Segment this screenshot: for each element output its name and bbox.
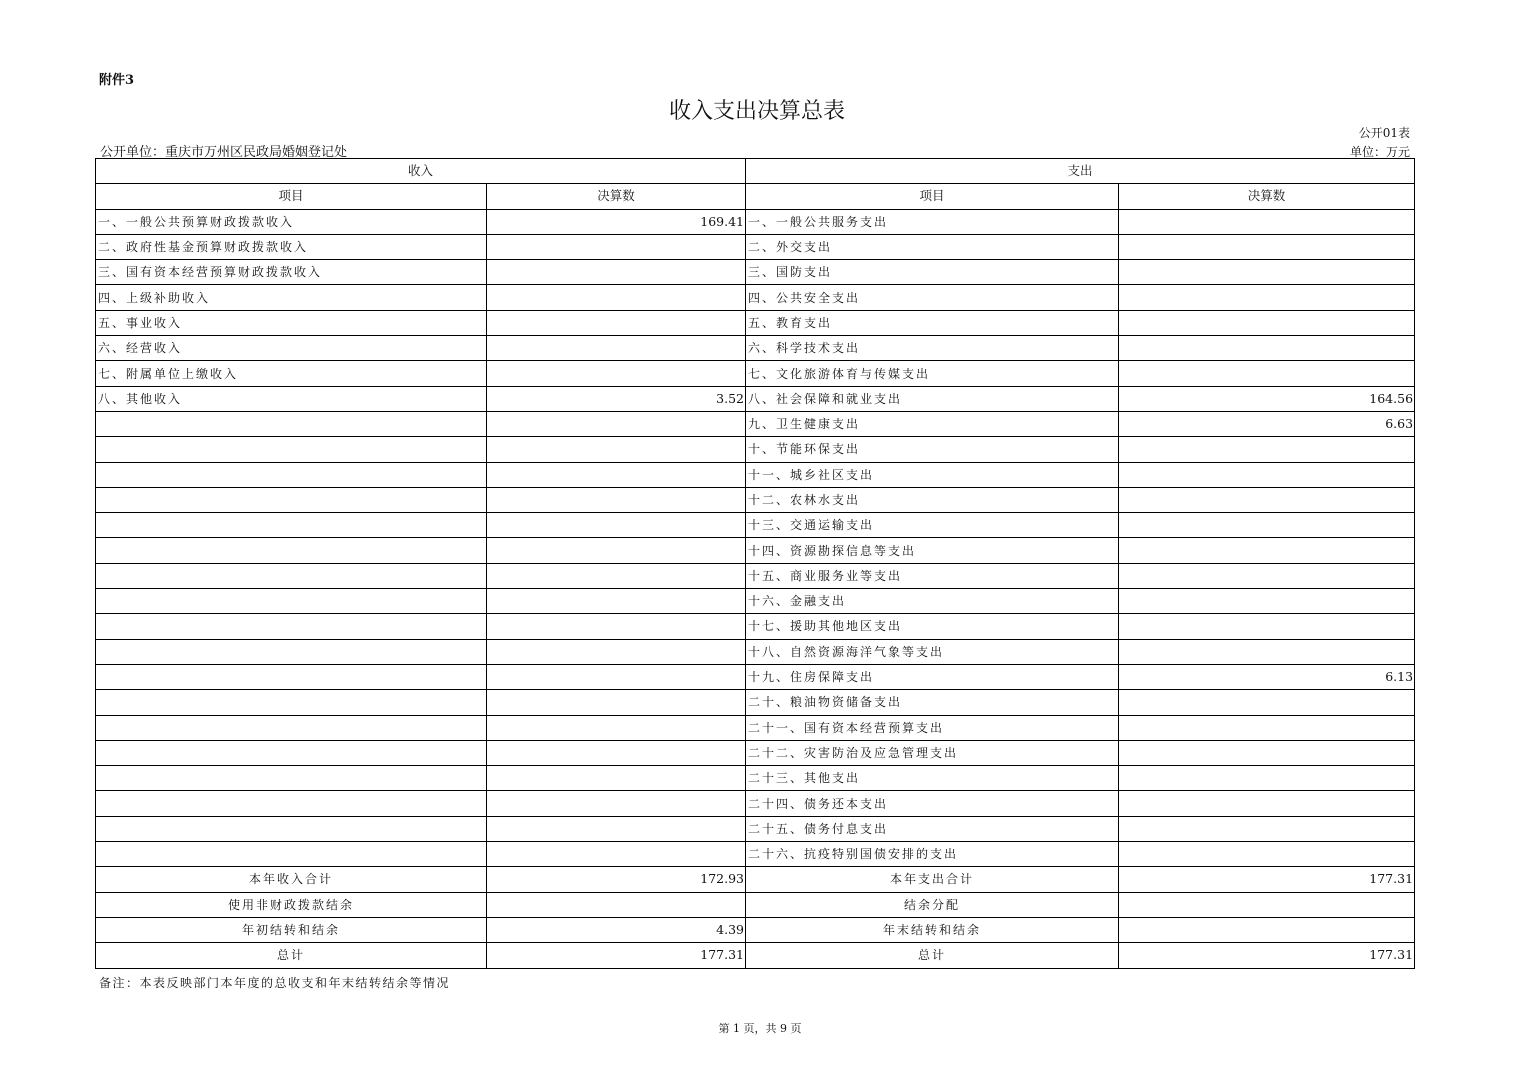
income-amount-cell [487, 285, 746, 310]
expense-item-cell: 四、公共安全支出 [746, 285, 1119, 310]
table-row [96, 842, 1415, 867]
expense-item-cell: 九、卫生健康支出 [746, 411, 1119, 436]
income-item-cell [96, 462, 487, 487]
summary-row [96, 917, 1415, 942]
income-amount-cell: 172.93 [487, 867, 746, 892]
table-row [96, 715, 1415, 740]
expense-amount-cell [1119, 715, 1415, 740]
income-amount-cell [487, 589, 746, 614]
income-item-cell: 总计 [96, 943, 487, 968]
expense-amount-cell [1119, 563, 1415, 588]
form-number: 公开01表 [1358, 126, 1410, 140]
expense-item-cell: 十九、住房保障支出 [746, 664, 1119, 689]
expense-item-cell: 五、教育支出 [746, 310, 1119, 335]
income-amount-cell [487, 310, 746, 335]
income-item-cell: 一、一般公共预算财政拨款收入 [96, 209, 487, 234]
expense-amount-cell [1119, 310, 1415, 335]
income-item-cell [96, 437, 487, 462]
expense-amount-cell: 164.56 [1119, 386, 1415, 411]
table-row [96, 336, 1415, 361]
expense-amount-cell [1119, 487, 1415, 512]
table-row [96, 791, 1415, 816]
expense-item-cell: 十四、资源勘探信息等支出 [746, 538, 1119, 563]
income-amount-cell [487, 437, 746, 462]
income-item-cell: 八、其他收入 [96, 386, 487, 411]
income-item-cell: 使用非财政拨款结余 [96, 892, 487, 917]
income-item-cell [96, 589, 487, 614]
expense-amount-cell [1119, 209, 1415, 234]
attachment-label: 附件3 [99, 73, 135, 88]
expense-item-cell: 结余分配 [746, 892, 1119, 917]
table-row [96, 589, 1415, 614]
expense-amount-cell [1119, 462, 1415, 487]
expense-item-cell: 一、一般公共服务支出 [746, 209, 1119, 234]
expense-amount-cell [1119, 361, 1415, 386]
table-row [96, 664, 1415, 689]
income-amount-cell [487, 639, 746, 664]
expense-amount-cell [1119, 690, 1415, 715]
income-amount-cell [487, 487, 746, 512]
summary-row [96, 892, 1415, 917]
expense-item-cell: 十三、交通运输支出 [746, 513, 1119, 538]
expense-amount-cell [1119, 513, 1415, 538]
expense-item-cell: 十七、援助其他地区支出 [746, 614, 1119, 639]
table-note: 备注：本表反映部门本年度的总收支和年末结转结余等情况 [99, 976, 451, 990]
expense-item-header: 项目 [746, 184, 1119, 209]
expense-item-cell: 总计 [746, 943, 1119, 968]
income-amount-cell [487, 411, 746, 436]
income-amount-cell: 177.31 [487, 943, 746, 968]
expense-amount-cell [1119, 336, 1415, 361]
income-amount-cell: 169.41 [487, 209, 746, 234]
income-amount-cell [487, 234, 746, 259]
income-amount-cell [487, 740, 746, 765]
income-item-cell [96, 690, 487, 715]
expense-amount-cell: 6.63 [1119, 411, 1415, 436]
table-row [96, 437, 1415, 462]
expense-group-header: 支出 [746, 159, 1415, 184]
table-row [96, 740, 1415, 765]
page-title: 收入支出决算总表 [668, 99, 845, 124]
expense-item-cell: 二十二、灾害防治及应急管理支出 [746, 740, 1119, 765]
table-row [96, 361, 1415, 386]
income-item-cell [96, 842, 487, 867]
page-footer: 第 1 页，共 9 页 [718, 1022, 802, 1035]
table-row [96, 234, 1415, 259]
expense-amount-cell [1119, 614, 1415, 639]
income-item-cell: 三、国有资本经营预算财政拨款收入 [96, 260, 487, 285]
income-item-cell: 七、附属单位上缴收入 [96, 361, 487, 386]
expense-item-cell: 二十五、债务付息支出 [746, 816, 1119, 841]
income-item-cell: 年初结转和结余 [96, 917, 487, 942]
income-item-cell [96, 487, 487, 512]
income-amount-cell: 4.39 [487, 917, 746, 942]
expense-amount-cell [1119, 260, 1415, 285]
expense-item-cell: 二、外交支出 [746, 234, 1119, 259]
income-amount-header: 决算数 [487, 184, 746, 209]
summary-row [96, 943, 1415, 968]
table-row [96, 386, 1415, 411]
expense-amount-cell: 177.31 [1119, 943, 1415, 968]
income-amount-cell [487, 715, 746, 740]
income-item-cell: 四、上级补助收入 [96, 285, 487, 310]
expense-item-cell: 二十六、抗疫特别国债安排的支出 [746, 842, 1119, 867]
expense-item-cell: 十一、城乡社区支出 [746, 462, 1119, 487]
table-row [96, 462, 1415, 487]
income-amount-cell [487, 260, 746, 285]
income-amount-cell [487, 690, 746, 715]
expense-item-cell: 十六、金融支出 [746, 589, 1119, 614]
expense-item-cell: 十二、农林水支出 [746, 487, 1119, 512]
expense-item-cell: 二十一、国有资本经营预算支出 [746, 715, 1119, 740]
table-row [96, 285, 1415, 310]
summary-row [96, 867, 1415, 892]
table-row [96, 766, 1415, 791]
table-row [96, 209, 1415, 234]
table-row [96, 513, 1415, 538]
income-amount-cell [487, 336, 746, 361]
expense-item-cell: 三、国防支出 [746, 260, 1119, 285]
expense-item-cell: 八、社会保障和就业支出 [746, 386, 1119, 411]
table-row [96, 690, 1415, 715]
income-item-cell: 五、事业收入 [96, 310, 487, 335]
table-row [96, 639, 1415, 664]
expense-amount-cell [1119, 437, 1415, 462]
income-item-cell: 二、政府性基金预算财政拨款收入 [96, 234, 487, 259]
table-row [96, 614, 1415, 639]
expense-amount-cell [1119, 766, 1415, 791]
expense-amount-cell [1119, 842, 1415, 867]
table-row [96, 538, 1415, 563]
expense-amount-cell [1119, 791, 1415, 816]
income-item-cell [96, 563, 487, 588]
expense-item-cell: 十、节能环保支出 [746, 437, 1119, 462]
income-item-cell [96, 411, 487, 436]
income-amount-cell [487, 361, 746, 386]
income-amount-cell [487, 563, 746, 588]
expense-amount-cell: 177.31 [1119, 867, 1415, 892]
table-row [96, 260, 1415, 285]
income-item-cell [96, 614, 487, 639]
table-row [96, 411, 1415, 436]
expense-amount-header: 决算数 [1119, 184, 1415, 209]
income-item-cell [96, 740, 487, 765]
income-amount-cell: 3.52 [487, 386, 746, 411]
table-row [96, 487, 1415, 512]
expense-amount-cell [1119, 816, 1415, 841]
income-amount-cell [487, 842, 746, 867]
income-amount-cell [487, 816, 746, 841]
income-item-cell [96, 538, 487, 563]
income-amount-cell [487, 513, 746, 538]
income-group-header: 收入 [96, 159, 746, 184]
expense-item-cell: 六、科学技术支出 [746, 336, 1119, 361]
income-amount-cell [487, 766, 746, 791]
expense-amount-cell [1119, 234, 1415, 259]
table-row [96, 310, 1415, 335]
expense-item-cell: 十八、自然资源海洋气象等支出 [746, 639, 1119, 664]
expense-item-cell: 十五、商业服务业等支出 [746, 563, 1119, 588]
income-amount-cell [487, 614, 746, 639]
income-amount-cell [487, 791, 746, 816]
income-item-cell [96, 664, 487, 689]
expense-item-cell: 年末结转和结余 [746, 917, 1119, 942]
income-item-header: 项目 [96, 184, 487, 209]
income-item-cell [96, 766, 487, 791]
income-item-cell [96, 513, 487, 538]
reporting-unit: 公开单位：重庆市万州区民政局婚姻登记处 [100, 145, 348, 160]
income-item-cell [96, 816, 487, 841]
expense-amount-cell [1119, 639, 1415, 664]
income-amount-cell [487, 664, 746, 689]
expense-item-cell: 二十三、其他支出 [746, 766, 1119, 791]
expense-item-cell: 二十四、债务还本支出 [746, 791, 1119, 816]
table-row [96, 816, 1415, 841]
income-item-cell [96, 791, 487, 816]
expense-item-cell: 二十、粮油物资储备支出 [746, 690, 1119, 715]
expense-amount-cell [1119, 538, 1415, 563]
expense-amount-cell: 6.13 [1119, 664, 1415, 689]
column-header-row [96, 184, 1415, 209]
expense-amount-cell [1119, 589, 1415, 614]
expense-amount-cell [1119, 917, 1415, 942]
income-amount-cell [487, 892, 746, 917]
income-item-cell: 本年收入合计 [96, 867, 487, 892]
income-item-cell [96, 639, 487, 664]
expense-amount-cell [1119, 740, 1415, 765]
table-row [96, 563, 1415, 588]
expense-amount-cell [1119, 892, 1415, 917]
expense-item-cell: 本年支出合计 [746, 867, 1119, 892]
income-expense-table [95, 158, 1415, 969]
expense-amount-cell [1119, 285, 1415, 310]
income-item-cell [96, 715, 487, 740]
group-header-row [96, 159, 1415, 184]
income-amount-cell [487, 538, 746, 563]
currency-unit: 单位：万元 [1349, 145, 1410, 159]
income-item-cell: 六、经营收入 [96, 336, 487, 361]
income-amount-cell [487, 462, 746, 487]
expense-item-cell: 七、文化旅游体育与传媒支出 [746, 361, 1119, 386]
